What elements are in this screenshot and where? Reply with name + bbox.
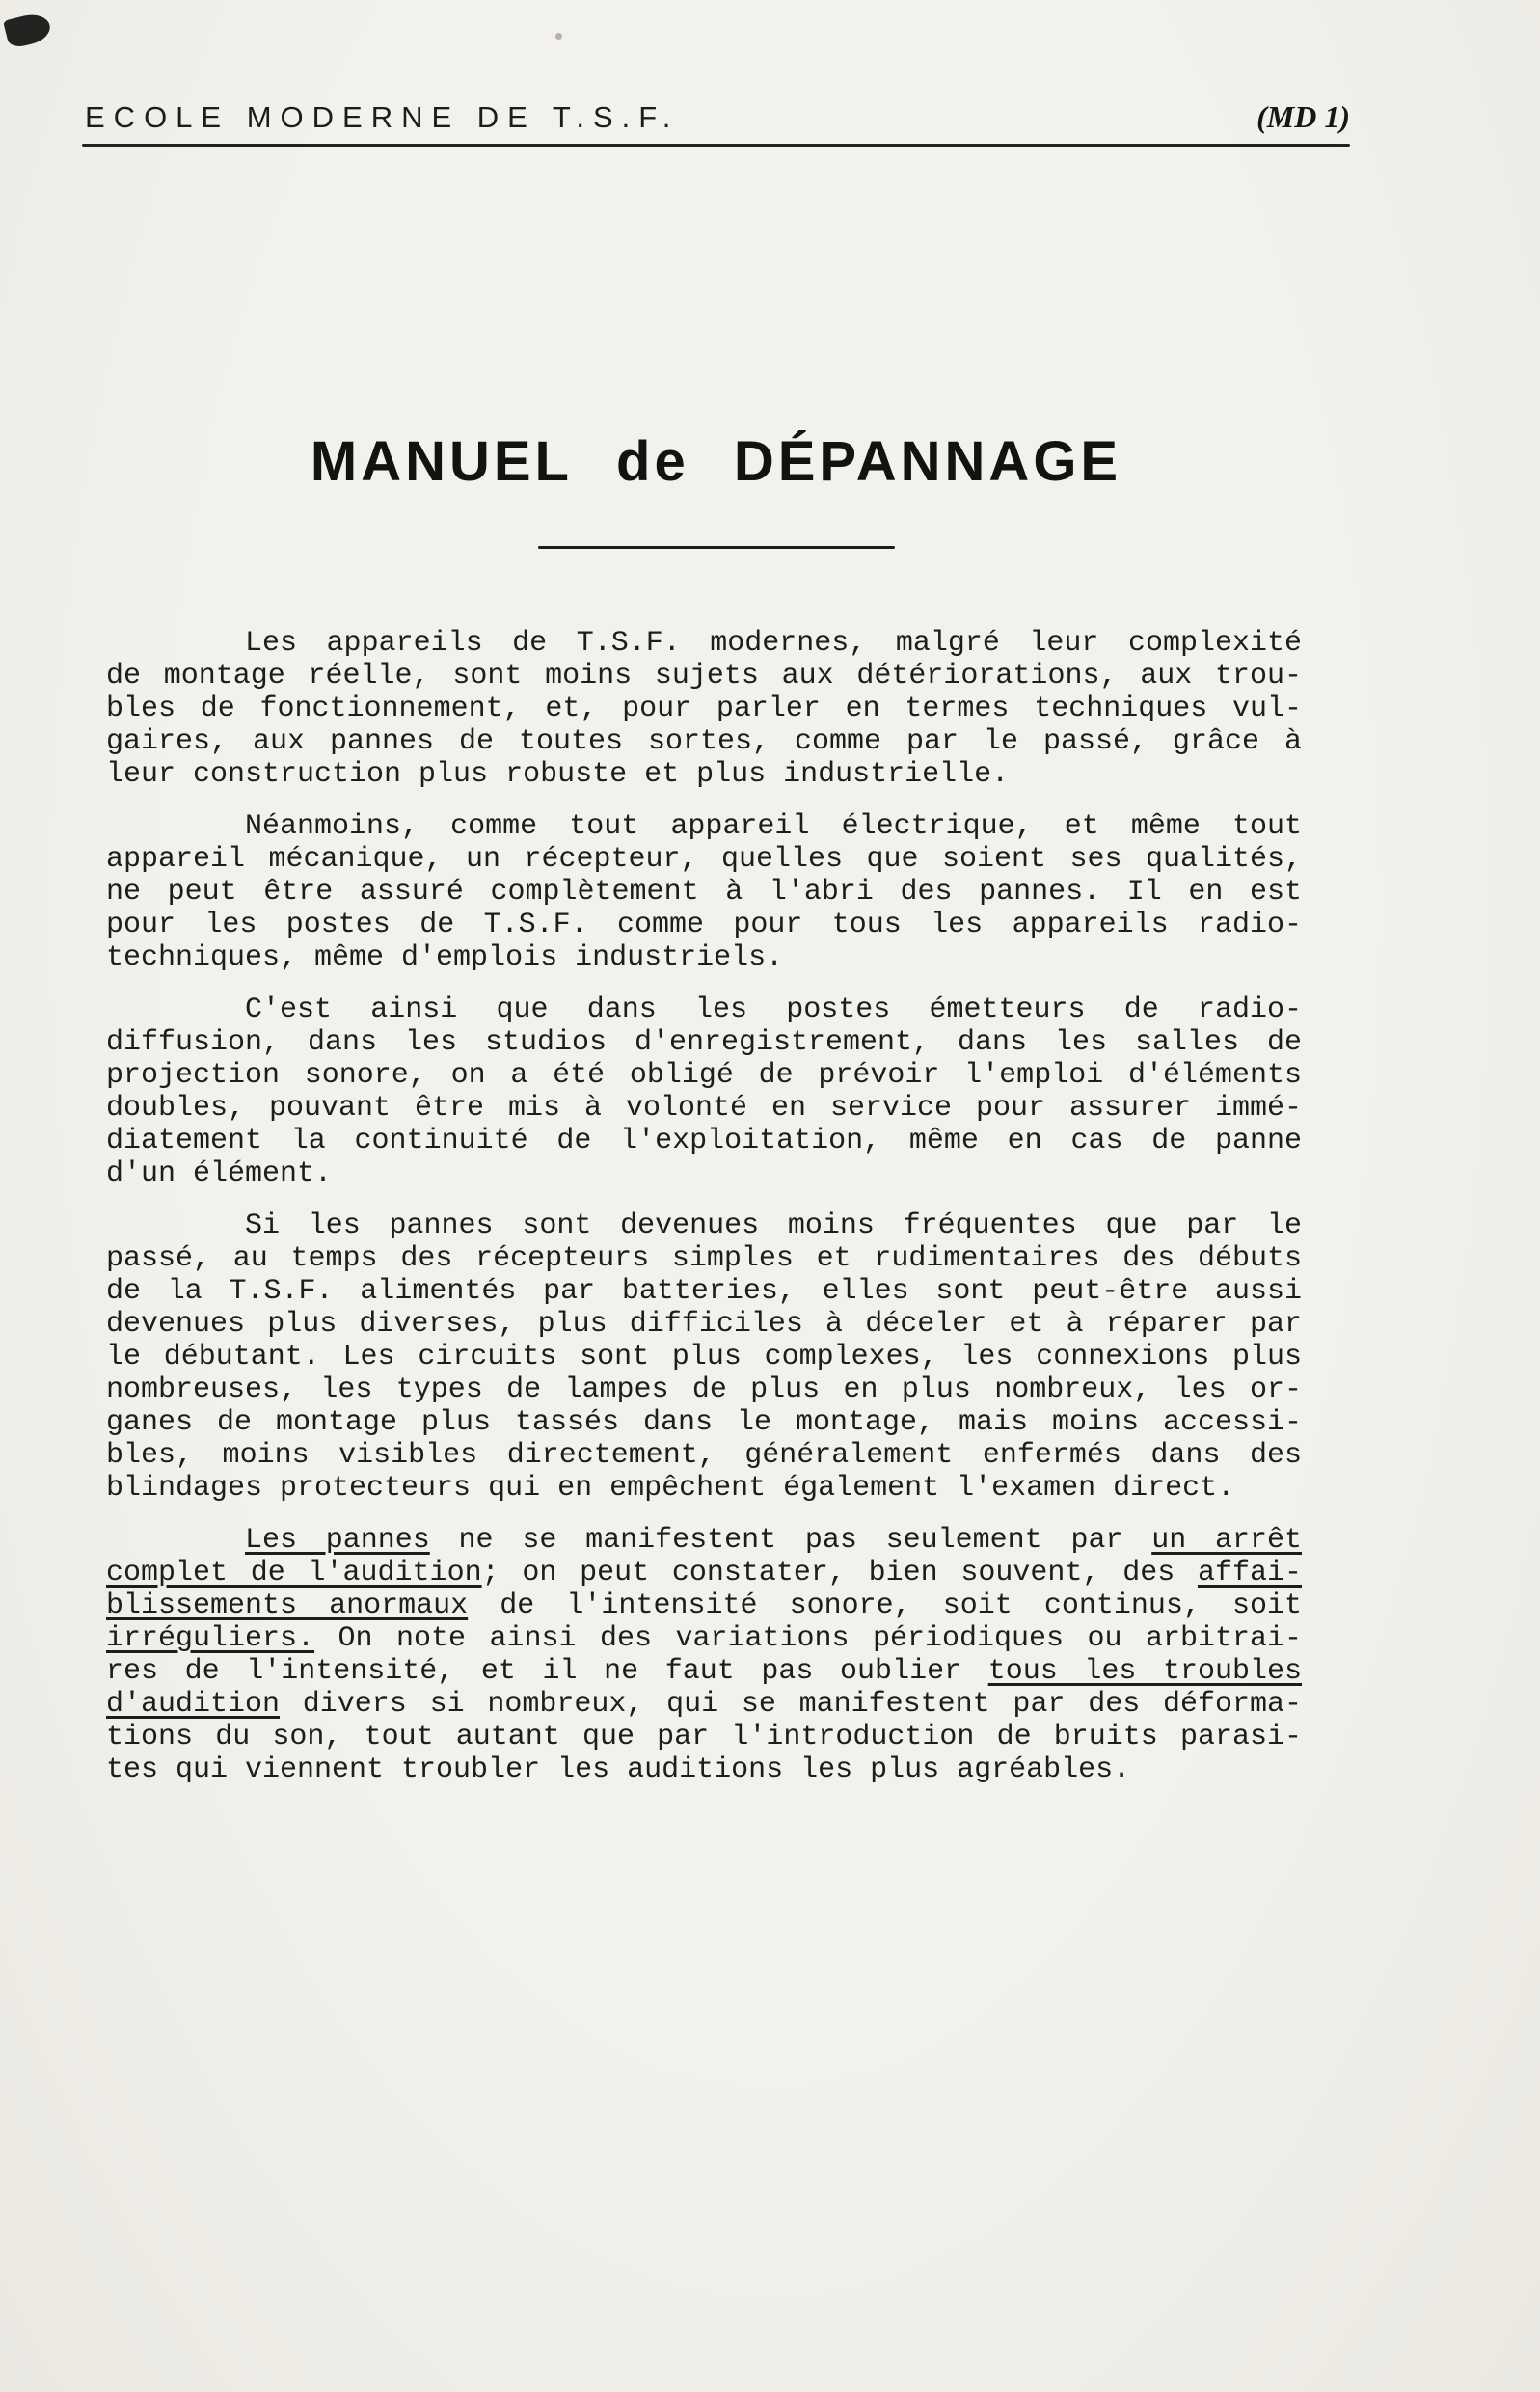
text-line	[106, 1373, 1302, 1406]
text-segment: passé, au temps des récepteurs simples et rudimentaires des débuts	[106, 1242, 1302, 1275]
paragraph	[106, 1210, 1302, 1505]
text-line	[106, 1721, 1302, 1753]
text-segment: bles, moins visibles directement, généralement enfermés dans des	[106, 1439, 1302, 1472]
text-line	[106, 1655, 1302, 1688]
text-line	[106, 758, 1302, 791]
text-segment: ne peut être assuré complètement à l'abri des pannes. Il en est	[106, 876, 1302, 909]
page-title: MANUEL de DÉPANNAGE	[310, 430, 1122, 493]
scan-corner-mark	[3, 11, 53, 49]
text-segment: bles de fonctionnement, et, pour parler en termes techniques vul-	[106, 693, 1302, 725]
text-line	[106, 1092, 1302, 1125]
text-segment: Les appareils de T.S.F. modernes, malgré leur complexité	[245, 627, 1302, 660]
text-line	[106, 1341, 1302, 1373]
school-name: ECOLE MODERNE DE T.S.F.	[85, 100, 680, 134]
text-segment: leur construction plus robuste et plus industrielle.	[106, 758, 1010, 791]
text-line	[106, 1157, 1302, 1190]
text-segment: divers si nombreux, qui se manifestent par des déforma-	[280, 1688, 1302, 1721]
title-block	[82, 429, 1350, 549]
text-segment: Si les pannes sont devenues moins fréquentes que par le	[245, 1210, 1302, 1242]
text-line	[106, 1242, 1302, 1275]
text-line	[106, 993, 1302, 1026]
text-segment: devenues plus diverses, plus difficiles à déceler et à réparer par	[106, 1308, 1302, 1341]
text-segment: de la T.S.F. alimentés par batteries, elles sont peut-être aussi	[106, 1275, 1302, 1308]
text-line	[106, 1210, 1302, 1242]
text-segment: d'un élément.	[106, 1157, 333, 1190]
paragraph	[106, 627, 1302, 791]
text-segment: tions du son, tout autant que par l'introduction de bruits parasi-	[106, 1721, 1302, 1753]
text-line	[106, 693, 1302, 725]
text-line	[106, 843, 1302, 876]
text-segment: doubles, pouvant être mis à volonté en service pour assurer immé-	[106, 1092, 1302, 1125]
text-segment: diffusion, dans les studios d'enregistrement, dans les salles de	[106, 1026, 1302, 1059]
text-line	[106, 1125, 1302, 1157]
text-segment: ganes de montage plus tassés dans le montage, mais moins accessi-	[106, 1406, 1302, 1439]
text-segment: tes qui viennent troubler les auditions les plus agréables.	[106, 1753, 1131, 1786]
text-line	[106, 1059, 1302, 1092]
underlined-phrase: blissements anormaux	[106, 1590, 469, 1622]
underlined-phrase: irréguliers.	[106, 1622, 315, 1655]
text-segment: blindages protecteurs qui en empêchent également l'examen direct.	[106, 1472, 1235, 1505]
text-segment: ne se manifestent pas seulement par	[429, 1524, 1152, 1557]
page-header	[85, 99, 1350, 135]
body-text	[106, 627, 1302, 1806]
text-line	[106, 909, 1302, 941]
text-segment: diatement la continuité de l'exploitation, même en cas de panne	[106, 1125, 1302, 1157]
paragraph	[106, 810, 1302, 974]
text-segment: appareil mécanique, un récepteur, quelles que soient ses qualités,	[106, 843, 1302, 876]
text-line	[106, 1472, 1302, 1505]
text-line	[106, 941, 1302, 974]
text-segment: pour les postes de T.S.F. comme pour tous les appareils radio-	[106, 909, 1302, 941]
text-segment: ; on peut constater, bien souvent, des	[481, 1557, 1198, 1590]
text-segment: projection sonore, on a été obligé de prévoir l'emploi d'éléments	[106, 1059, 1302, 1092]
underlined-phrase: un arrêt	[1151, 1524, 1303, 1557]
text-line	[106, 1439, 1302, 1472]
paragraph	[106, 993, 1302, 1190]
text-line	[106, 1524, 1302, 1557]
underlined-phrase: affai-	[1197, 1557, 1302, 1590]
text-line	[106, 1026, 1302, 1059]
text-segment: de montage réelle, sont moins sujets aux détériorations, aux trou-	[106, 660, 1302, 693]
text-line	[106, 725, 1302, 758]
document-reference: (MD 1)	[1256, 99, 1350, 134]
scan-speck	[555, 33, 562, 40]
underlined-phrase: tous les troubles	[987, 1655, 1302, 1688]
text-line	[106, 810, 1302, 843]
text-segment: nombreuses, les types de lampes de plus en plus nombreux, les or-	[106, 1373, 1302, 1406]
text-segment: gaires, aux pannes de toutes sortes, comme par le passé, grâce à	[106, 725, 1302, 758]
text-line	[106, 1622, 1302, 1655]
text-line	[106, 1275, 1302, 1308]
text-segment: techniques, même d'emplois industriels.	[106, 941, 784, 974]
text-segment: On note ainsi des variations périodiques ou arbitrai-	[314, 1622, 1302, 1655]
text-line	[106, 660, 1302, 693]
text-segment: res de l'intensité, et il ne faut pas oublier	[106, 1655, 988, 1688]
text-segment: le débutant. Les circuits sont plus complexes, les connexions plus	[106, 1341, 1302, 1373]
text-line	[106, 1753, 1302, 1786]
title-rule	[538, 546, 895, 549]
text-segment: de l'intensité sonore, soit continus, soit	[468, 1590, 1302, 1622]
underlined-phrase: Les pannes	[245, 1524, 430, 1557]
underlined-phrase: complet de l'audition	[106, 1557, 482, 1590]
text-line	[106, 876, 1302, 909]
text-line	[106, 627, 1302, 660]
text-line	[106, 1590, 1302, 1622]
header-rule	[82, 144, 1350, 147]
text-segment: Néanmoins, comme tout appareil électrique, et même tout	[245, 810, 1302, 843]
text-segment: C'est ainsi que dans les postes émetteurs de radio-	[245, 993, 1302, 1026]
text-line	[106, 1557, 1302, 1590]
paragraph	[106, 1524, 1302, 1786]
text-line	[106, 1406, 1302, 1439]
underlined-phrase: d'audition	[106, 1688, 281, 1721]
text-line	[106, 1688, 1302, 1721]
text-line	[106, 1308, 1302, 1341]
